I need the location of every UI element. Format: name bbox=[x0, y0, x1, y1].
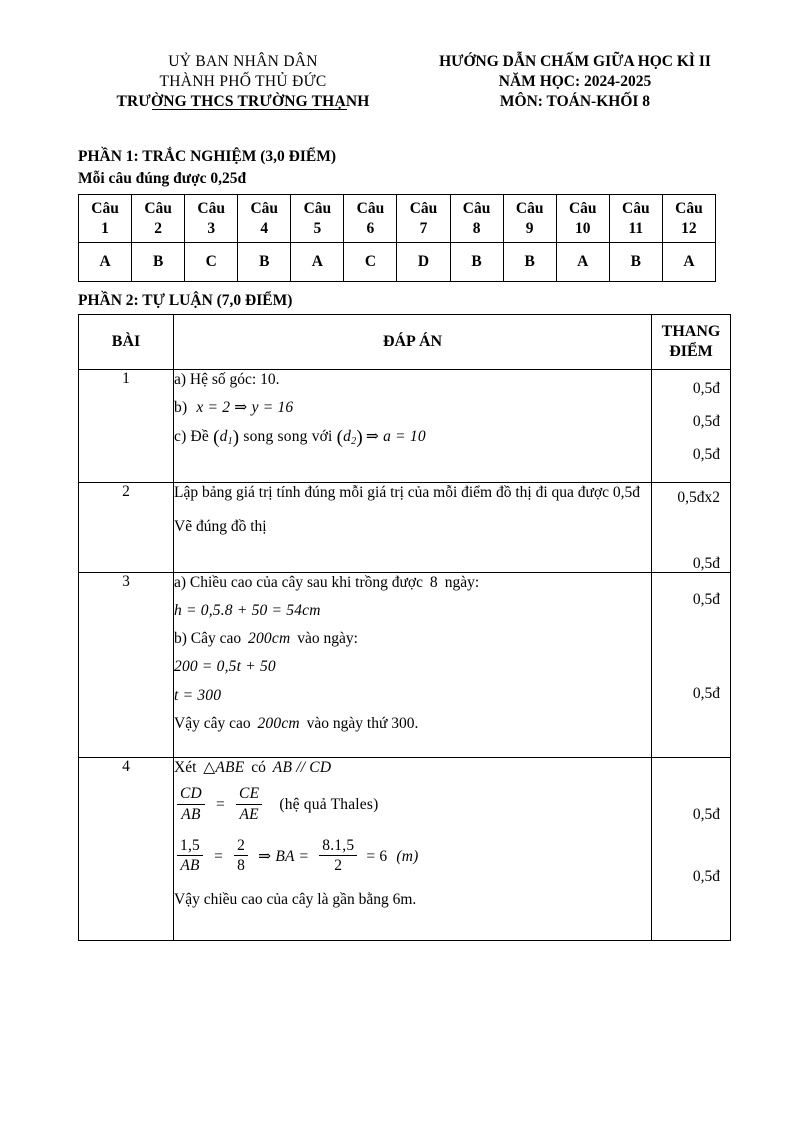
row-number: 1 bbox=[79, 370, 174, 483]
mc-header-cell bbox=[503, 195, 556, 243]
mc-header-cell bbox=[132, 195, 185, 243]
result-value: = 6 bbox=[366, 847, 388, 865]
fraction-numerator: 2 bbox=[234, 837, 248, 856]
row-score-cell bbox=[652, 573, 731, 758]
paren-open-icon: ( bbox=[213, 427, 220, 449]
answer-paragraph-2: Vẽ đúng đồ thị bbox=[174, 518, 267, 536]
answer-c-label: c) Đề bbox=[174, 428, 209, 446]
fraction-cd-ab bbox=[177, 785, 205, 823]
answer-key-table bbox=[78, 314, 731, 941]
answer-3b-tail: vào ngày: bbox=[297, 630, 358, 648]
mc-question-number: 8 bbox=[472, 219, 481, 237]
mc-question-word: Câu bbox=[144, 200, 172, 218]
answer-b-label: b) bbox=[174, 399, 188, 417]
answer-line-3a-formula: h = 0,5.8 + 50 = 54cm bbox=[174, 602, 321, 620]
paren-close-icon: ) bbox=[356, 427, 363, 449]
mc-answer-cell: A bbox=[291, 243, 344, 282]
part1-title: PHẦN 1: TRẮC NGHIỆM (3,0 ĐIỂM) bbox=[78, 148, 337, 165]
document-header bbox=[78, 52, 730, 111]
score-value: 0,5đ bbox=[692, 555, 720, 572]
answer-3a-text: a) Chiều cao của cây sau khi trồng được bbox=[174, 574, 424, 591]
mc-answer-cell: C bbox=[185, 243, 238, 282]
row-answer-content bbox=[174, 483, 652, 573]
triangle-label: △ABE bbox=[203, 759, 245, 776]
exam-title-block bbox=[408, 52, 730, 111]
mc-header-cell bbox=[609, 195, 662, 243]
table-row bbox=[79, 370, 731, 483]
mc-answer-cell: B bbox=[503, 243, 556, 282]
table-row bbox=[79, 573, 731, 758]
result-unit: (m) bbox=[396, 847, 419, 865]
answer-3a-tail: ngày: bbox=[444, 574, 480, 591]
answer-line-4-premise bbox=[174, 758, 651, 778]
row-score-cell bbox=[652, 483, 731, 573]
mc-question-number: 9 bbox=[525, 219, 534, 237]
table-row bbox=[79, 758, 731, 941]
mc-answer-cell: B bbox=[238, 243, 291, 282]
thales-note: (hệ quả Thales) bbox=[279, 796, 379, 814]
fraction-numerator: CD bbox=[177, 785, 205, 804]
thangdiem-line-2: ĐIỂM bbox=[669, 343, 713, 360]
mc-header-cell bbox=[291, 195, 344, 243]
mc-answer-cell: A bbox=[79, 243, 132, 282]
mc-question-number: 7 bbox=[419, 219, 428, 237]
mc-answer-cell: A bbox=[556, 243, 609, 282]
mc-question-word: Câu bbox=[197, 200, 225, 218]
table-row bbox=[79, 483, 731, 573]
school-header-block bbox=[78, 52, 408, 111]
mc-header-cell bbox=[79, 195, 132, 243]
fraction-denominator: AB bbox=[181, 805, 201, 823]
row-answer-content bbox=[174, 758, 652, 941]
mc-question-number: 5 bbox=[313, 219, 322, 237]
answer-line-4-compute bbox=[174, 838, 651, 876]
mc-header-cell bbox=[662, 195, 715, 243]
mc-question-word: Câu bbox=[409, 200, 438, 218]
mc-question-word: Câu bbox=[250, 200, 279, 218]
school-name: TRƯỜNG THCS TRƯỜNG THẠNH bbox=[116, 92, 370, 110]
mc-question-word: Câu bbox=[91, 200, 119, 218]
line-d1: d bbox=[219, 428, 228, 446]
mc-answer-cell: B bbox=[132, 243, 185, 282]
mc-header-cell bbox=[450, 195, 503, 243]
school-year: NĂM HỌC: 2024-2025 bbox=[498, 72, 652, 90]
score-value: 0,5đ bbox=[692, 806, 720, 823]
mc-question-word: Câu bbox=[568, 200, 597, 218]
answer-line-3-conclusion bbox=[174, 714, 651, 734]
answer-c-middle: song song với bbox=[243, 428, 333, 446]
mc-header-cell bbox=[238, 195, 291, 243]
subject-grade: MÔN: TOÁN-KHỐI 8 bbox=[499, 92, 651, 110]
mc-header-cell bbox=[556, 195, 609, 243]
score-value: 0,5đ bbox=[692, 591, 720, 608]
mc-question-number: 1 bbox=[101, 219, 109, 237]
authority-line-2: THÀNH PHỐ THỦ ĐỨC bbox=[159, 72, 327, 90]
line-d2-subscript: 2 bbox=[351, 436, 357, 448]
mc-header-cell bbox=[397, 195, 450, 243]
conclusion-tail: vào ngày thứ 300. bbox=[306, 714, 419, 732]
part1-subtitle: Mỗi câu đúng được 0,25đ bbox=[78, 170, 247, 187]
score-value: 0,5đ bbox=[692, 868, 720, 885]
fraction-numerator: 8.1,5 bbox=[319, 837, 357, 856]
row-number: 2 bbox=[79, 483, 174, 573]
score-value: 0,5đx2 bbox=[677, 489, 720, 506]
part2-title: PHẦN 2: TỰ LUẬN (7,0 ĐIỂM) bbox=[78, 292, 293, 309]
answer-line-3b-eq1: 200 = 0,5t + 50 bbox=[174, 658, 276, 676]
mc-question-number: 11 bbox=[628, 219, 644, 237]
table-header-row bbox=[79, 315, 731, 370]
fraction-8x15-2 bbox=[319, 837, 357, 875]
mc-question-number: 12 bbox=[681, 219, 697, 237]
mc-question-word: Câu bbox=[303, 200, 332, 218]
mc-question-number: 6 bbox=[366, 219, 375, 237]
answer-3a-number: 8 bbox=[429, 574, 438, 591]
column-header-dapan: ĐÁP ÁN bbox=[174, 315, 652, 370]
fraction-denominator: 8 bbox=[237, 857, 246, 875]
mc-answer-cell: B bbox=[609, 243, 662, 282]
mc-question-number: 3 bbox=[207, 219, 216, 237]
conclusion-value: 200cm bbox=[257, 714, 300, 732]
thangdiem-line-1: THANG bbox=[661, 323, 721, 341]
fraction-numerator: CE bbox=[236, 785, 262, 804]
equals-sign: = bbox=[214, 847, 224, 865]
paren-open-icon: ( bbox=[336, 427, 344, 449]
mc-question-word: Câu bbox=[462, 200, 491, 218]
row-number: 3 bbox=[79, 573, 174, 758]
fraction-denominator: AB bbox=[180, 857, 200, 875]
mc-answer-cell: A bbox=[662, 243, 715, 282]
score-value: 0,5đ bbox=[692, 446, 720, 463]
column-header-bai: BÀI bbox=[79, 315, 174, 370]
score-value: 0,5đ bbox=[692, 380, 720, 397]
answer-c-tail: ⇒ a = 10 bbox=[365, 428, 426, 446]
fraction-numerator: 1,5 bbox=[177, 837, 203, 856]
mc-header-cell bbox=[185, 195, 238, 243]
fraction-denominator: 2 bbox=[334, 857, 343, 875]
equals-sign: = bbox=[216, 796, 225, 814]
mc-answer-cell: C bbox=[344, 243, 397, 282]
fraction-ce-ae bbox=[236, 785, 262, 823]
table-row-question-numbers bbox=[79, 195, 716, 243]
conclusion-text: Vậy cây cao bbox=[174, 714, 251, 732]
multiple-choice-table bbox=[78, 194, 716, 282]
row-answer-content bbox=[174, 573, 652, 758]
paren-close-icon: ) bbox=[232, 427, 240, 449]
row-number: 4 bbox=[79, 758, 174, 941]
mc-question-number: 10 bbox=[574, 219, 591, 237]
implies-ba: ⇒ BA = bbox=[258, 847, 310, 865]
premise-middle: có bbox=[251, 759, 266, 776]
answer-line-4-conclusion: Vậy chiều cao của cây là gần bằng 6m. bbox=[174, 890, 417, 908]
answer-line-3b bbox=[174, 629, 651, 649]
parallel-statement: AB // CD bbox=[272, 759, 332, 776]
answer-3b-text: b) Cây cao bbox=[174, 630, 242, 648]
line-d2: d bbox=[343, 428, 352, 446]
premise-prefix: Xét bbox=[174, 759, 197, 776]
fraction-denominator: AE bbox=[239, 805, 259, 823]
mc-question-word: Câu bbox=[356, 200, 385, 218]
answer-line-b bbox=[174, 398, 651, 418]
authority-line-1: UỶ BAN NHÂN DÂN bbox=[168, 53, 318, 70]
mc-question-number: 2 bbox=[154, 219, 162, 237]
mc-answer-cell: D bbox=[397, 243, 450, 282]
answer-line-4-thales bbox=[174, 786, 651, 824]
mc-header-cell bbox=[344, 195, 397, 243]
answer-line-c bbox=[174, 426, 651, 451]
table-row-answers bbox=[79, 243, 716, 282]
score-value: 0,5đ bbox=[692, 413, 720, 430]
row-answer-content bbox=[174, 370, 652, 483]
fraction-15-ab bbox=[177, 837, 203, 875]
answer-paragraph-1: Lập bảng giá trị tính đúng mỗi giá trị của mỗi điểm đồ thị đi qua được 0,5đ bbox=[174, 484, 641, 501]
answer-line-3a bbox=[174, 573, 651, 593]
score-value: 0,5đ bbox=[692, 685, 720, 702]
row-score-cell bbox=[652, 370, 731, 483]
fraction-2-8 bbox=[234, 837, 248, 875]
answer-3b-value: 200cm bbox=[248, 630, 291, 648]
row-score-cell bbox=[652, 758, 731, 941]
answer-line-a: a) Hệ số góc: 10. bbox=[174, 371, 280, 388]
answer-line-3b-eq2: t = 300 bbox=[174, 686, 222, 704]
mc-question-word: Câu bbox=[515, 200, 544, 218]
mc-question-number: 4 bbox=[260, 219, 269, 237]
column-header-thangdiem bbox=[652, 315, 731, 370]
exam-title: HƯỚNG DẪN CHẤM GIỮA HỌC KÌ II bbox=[439, 53, 711, 70]
answer-b-math: x = 2 ⇒ y = 16 bbox=[196, 399, 294, 417]
mc-question-word: Câu bbox=[622, 200, 650, 218]
mc-answer-cell: B bbox=[450, 243, 503, 282]
mc-question-word: Câu bbox=[675, 200, 703, 218]
line-d1-subscript: 1 bbox=[227, 436, 233, 448]
